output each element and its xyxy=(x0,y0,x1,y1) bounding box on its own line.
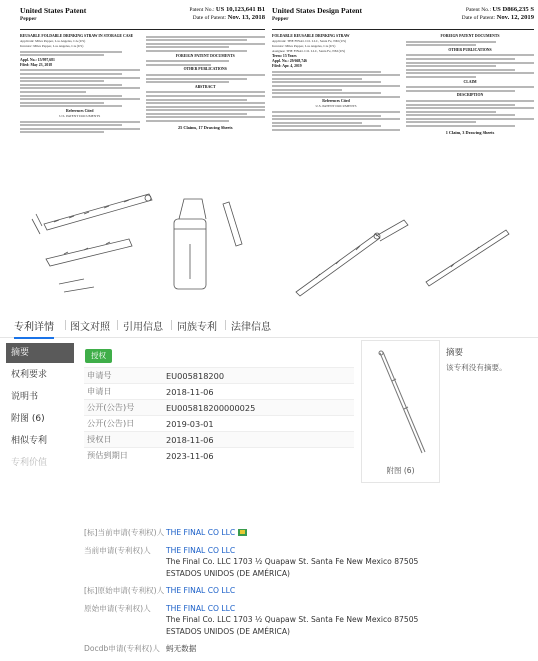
party-row-original-applicant xyxy=(84,603,444,638)
party-row-current-std-applicant xyxy=(84,527,444,539)
document-claims-count: 1 Claim, 3 Drawing Sheets xyxy=(445,130,495,136)
nav-item-drawings[interactable]: 附图 (6) xyxy=(11,414,45,424)
design-patent-document[interactable] xyxy=(272,6,534,306)
document-column-2 xyxy=(406,34,534,135)
patent-number-label: Patent No.: xyxy=(465,7,491,13)
patent-date: Nov. 13, 2018 xyxy=(227,14,265,21)
info-value: 2018-11-06 xyxy=(166,386,214,397)
party-row-docdb-applicant xyxy=(84,643,444,655)
section-nav xyxy=(6,343,74,475)
applicant-section xyxy=(84,527,444,661)
tab-patent-details[interactable]: 专利详情 xyxy=(14,318,54,333)
applicant-link[interactable]: THE FINAL CO LLC xyxy=(166,527,247,539)
patent-number: US D866,235 S xyxy=(492,6,534,13)
applicant-link[interactable]: THE FINAL CO LLC xyxy=(166,603,236,613)
applicant-link[interactable]: THE FINAL CO LLC xyxy=(166,586,236,595)
party-label: [标]原始申请(专利权)人 xyxy=(84,586,165,595)
info-row-expiry-date xyxy=(84,447,354,463)
document-inventor: Pepper xyxy=(20,16,37,22)
abstract-title: 摘要 xyxy=(446,348,464,358)
applicant-address: The Final Co. LLC 1703 ½ Quapaw St. Santa Fe New Mexico 87505 ESTADOS UNIDOS (DE AMÉRICA) xyxy=(166,615,419,636)
info-label: 公开(公告)日 xyxy=(87,418,135,428)
party-label: 当前申请(专利权)人 xyxy=(84,545,151,555)
document-appl-no: Appl. No.: 29/668,746 xyxy=(272,59,307,63)
folded-straw-drawing-icon xyxy=(276,212,530,304)
party-label: [标]当前申请(专利权)人 xyxy=(84,528,165,537)
document-foreign-heading: FOREIGN PATENT DOCUMENTS xyxy=(440,34,500,38)
document-header xyxy=(272,6,534,30)
info-label: 公开(公告)号 xyxy=(87,402,135,412)
document-us-docs-heading: U.S. PATENT DOCUMENTS xyxy=(315,104,357,109)
document-inventor-line: Inventor: Miles Pepper, Los Angeles, CA (US) xyxy=(20,44,84,48)
document-title: FOLDABLE REUSABLE DRINKING STRAW xyxy=(272,34,350,38)
document-kind: United States Patent xyxy=(20,6,87,15)
info-label: 申请日 xyxy=(87,386,112,396)
document-header xyxy=(20,6,265,30)
tab-divider xyxy=(171,320,172,330)
info-value: 2023-11-06 xyxy=(166,450,214,461)
preview-caption: 附图 (6) xyxy=(386,466,415,475)
document-inventor: Pepper xyxy=(272,16,289,22)
tab-citation-info[interactable]: 引用信息 xyxy=(123,322,163,333)
party-row-current-applicant xyxy=(84,545,444,580)
nav-item-description[interactable]: 说明书 xyxy=(11,392,39,402)
info-label: 申请号 xyxy=(87,370,112,380)
info-row-application-number xyxy=(84,367,354,383)
document-filed: Filed: Apr. 4, 2019 xyxy=(272,64,302,68)
document-other-heading: OTHER PUBLICATIONS xyxy=(183,67,227,72)
nav-item-claims[interactable]: 权利要求 xyxy=(11,370,48,380)
document-column-1 xyxy=(272,34,400,135)
tab-legal-info[interactable]: 法律信息 xyxy=(231,322,271,333)
detail-tabs xyxy=(0,314,538,338)
patent-number-label: Patent No.: xyxy=(189,7,215,13)
document-description-heading: DESCRIPTION xyxy=(456,93,484,98)
document-references-heading: References Cited xyxy=(322,99,350,104)
document-assignee: Assignee: THE FINAL CO. LLC, Santa Fe, NM (US) xyxy=(272,49,346,53)
party-row-original-std-applicant xyxy=(84,585,444,597)
tab-text-image-compare[interactable]: 图文对照 xyxy=(70,322,110,333)
document-column-1 xyxy=(20,34,140,135)
applicant-address: The Final Co. LLC 1703 ½ Quapaw St. Santa Fe New Mexico 87505 ESTADOS UNIDOS (DE AMÉRICA) xyxy=(166,557,419,578)
document-foreign-heading: FOREIGN PATENT DOCUMENTS xyxy=(175,53,235,58)
bibliographic-info xyxy=(84,343,354,463)
info-row-application-date xyxy=(84,383,354,399)
document-column-2 xyxy=(146,34,266,135)
document-inventor-line: Inventor: Miles Pepper, Los Angeles, CA (US) xyxy=(272,44,336,48)
document-abstract-heading: ABSTRACT xyxy=(194,84,216,89)
document-applicant: Applicant: Miles Pepper, Los Angeles, CA (US) xyxy=(20,39,86,43)
nav-item-similar-patents[interactable]: 相似专利 xyxy=(11,436,48,446)
party-label: Docdb申请(专利权)人 xyxy=(84,644,160,653)
document-references-heading: References Cited xyxy=(66,108,94,113)
nav-item-abstract[interactable]: 摘要 xyxy=(6,343,74,363)
patent-date: Nov. 12, 2019 xyxy=(496,14,534,21)
info-row-publication-date xyxy=(84,415,354,431)
document-other-heading: OTHER PUBLICATIONS xyxy=(448,47,492,52)
flag-icon xyxy=(238,529,247,536)
patent-document-thumbnails xyxy=(0,0,538,312)
document-title: REUSABLE FOLDABLE DRINKING STRAW IN STORAGE CASE xyxy=(20,34,134,38)
document-claim-heading: CLAIM xyxy=(463,79,477,84)
document-us-docs-heading: U.S. PATENT DOCUMENTS xyxy=(59,113,101,118)
straw-case-drawing-icon xyxy=(24,184,262,304)
info-value: EU005818200000025 xyxy=(166,402,256,413)
status-badge: 授权 xyxy=(85,349,112,363)
tab-divider xyxy=(117,320,118,330)
info-value: EU005818200 xyxy=(166,370,225,381)
patent-number: US 10,123,641 B1 xyxy=(215,6,265,13)
document-kind: United States Design Patent xyxy=(272,6,363,15)
nav-item-patent-value: 专利价值 xyxy=(11,458,48,468)
abstract-panel xyxy=(446,346,536,373)
info-row-grant-date xyxy=(84,431,354,447)
document-applicant: Applicant: THE FINAL CO. LLC, Santa Fe, NM (US) xyxy=(272,39,347,43)
tab-divider xyxy=(225,320,226,330)
utility-patent-document[interactable] xyxy=(20,6,265,306)
info-value: 2019-03-01 xyxy=(166,418,214,429)
document-claims-count: 25 Claims, 17 Drawing Sheets xyxy=(177,125,233,131)
tab-family-patents[interactable]: 同族专利 xyxy=(177,322,217,333)
party-label: 原始申请(专利权)人 xyxy=(84,603,151,613)
applicant-value: 蚂无数据 xyxy=(166,644,197,653)
document-appl-no: Appl. No.: 15/997,681 xyxy=(20,57,55,62)
straw-preview-icon xyxy=(362,341,439,466)
patent-date-label: Date of Patent: xyxy=(461,15,496,21)
drawing-preview[interactable] xyxy=(361,340,440,483)
info-label: 预估到期日 xyxy=(87,450,128,460)
tab-divider xyxy=(65,320,66,330)
document-filed: Filed: May 23, 2018 xyxy=(20,62,53,67)
document-term: Term: 15 Years xyxy=(272,54,297,58)
patent-date-label: Date of Patent: xyxy=(192,15,227,21)
abstract-body: 该专利没有摘要。 xyxy=(446,363,507,372)
info-value: 2018-11-06 xyxy=(166,434,214,445)
info-label: 授权日 xyxy=(87,434,112,444)
applicant-link[interactable]: THE FINAL CO LLC xyxy=(166,545,236,555)
info-row-publication-number xyxy=(84,399,354,415)
